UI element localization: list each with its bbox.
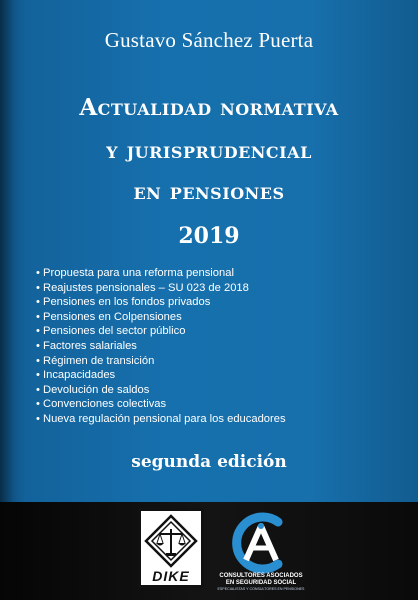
bullet-icon: • <box>36 383 40 396</box>
topic-item: • Pensiones en los fondos privados <box>36 296 211 309</box>
bullet-icon: • <box>36 325 40 338</box>
partner-name-line-2: EN SEGURIDAD SOCIAL <box>225 579 297 586</box>
topic-item: • Factores salariales <box>36 339 137 352</box>
topic-item: • Propuesta para una reforma pensional <box>36 267 234 279</box>
bullet-icon: • <box>36 412 40 425</box>
title-line-3: en pensiones <box>133 178 285 205</box>
topic-item: • Reajustes pensionales – SU 023 de 2018 <box>36 281 249 294</box>
topic-item: • Régimen de transición <box>36 354 155 367</box>
bullet-icon: • <box>36 310 40 323</box>
topic-item: • Nueva regulación pensional para los educadores <box>36 412 286 425</box>
topic-item: • Pensiones del sector público <box>36 325 186 338</box>
topics-list <box>36 266 396 427</box>
bullet-icon: • <box>36 267 40 279</box>
bullet-icon: • <box>36 354 40 367</box>
title-line-2: y jurisprudencial <box>106 137 312 164</box>
dike-publisher-logo <box>138 508 204 588</box>
topic-item: • Devolución de saldos <box>36 383 150 396</box>
publication-year: 2019 <box>178 223 240 249</box>
title-line-1: Actualidad normativa <box>79 94 339 121</box>
partner-name <box>208 573 314 593</box>
bullet-icon: • <box>36 296 40 309</box>
ca-monogram-icon <box>226 508 296 578</box>
scales-of-justice-icon <box>141 513 201 571</box>
topic-item: • Convenciones colectivas <box>36 398 167 411</box>
partner-name-line-1: CONSULTORES ASOCIADOS <box>219 573 303 579</box>
bullet-icon: • <box>36 281 40 294</box>
edition-label: segunda edición <box>131 452 287 472</box>
author-name: Gustavo Sánchez Puerta <box>104 28 314 52</box>
topic-item: • Incapacidades <box>36 369 116 382</box>
dike-logo-text: DIKE <box>152 568 190 584</box>
bullet-icon: • <box>36 339 40 352</box>
bullet-icon: • <box>36 369 40 382</box>
bullet-icon: • <box>36 398 40 411</box>
partner-tagline: ESPECIALISTAS Y CONSULTORES EN PENSIONES <box>217 587 305 592</box>
topic-item: • Pensiones en Colpensiones <box>36 310 182 323</box>
